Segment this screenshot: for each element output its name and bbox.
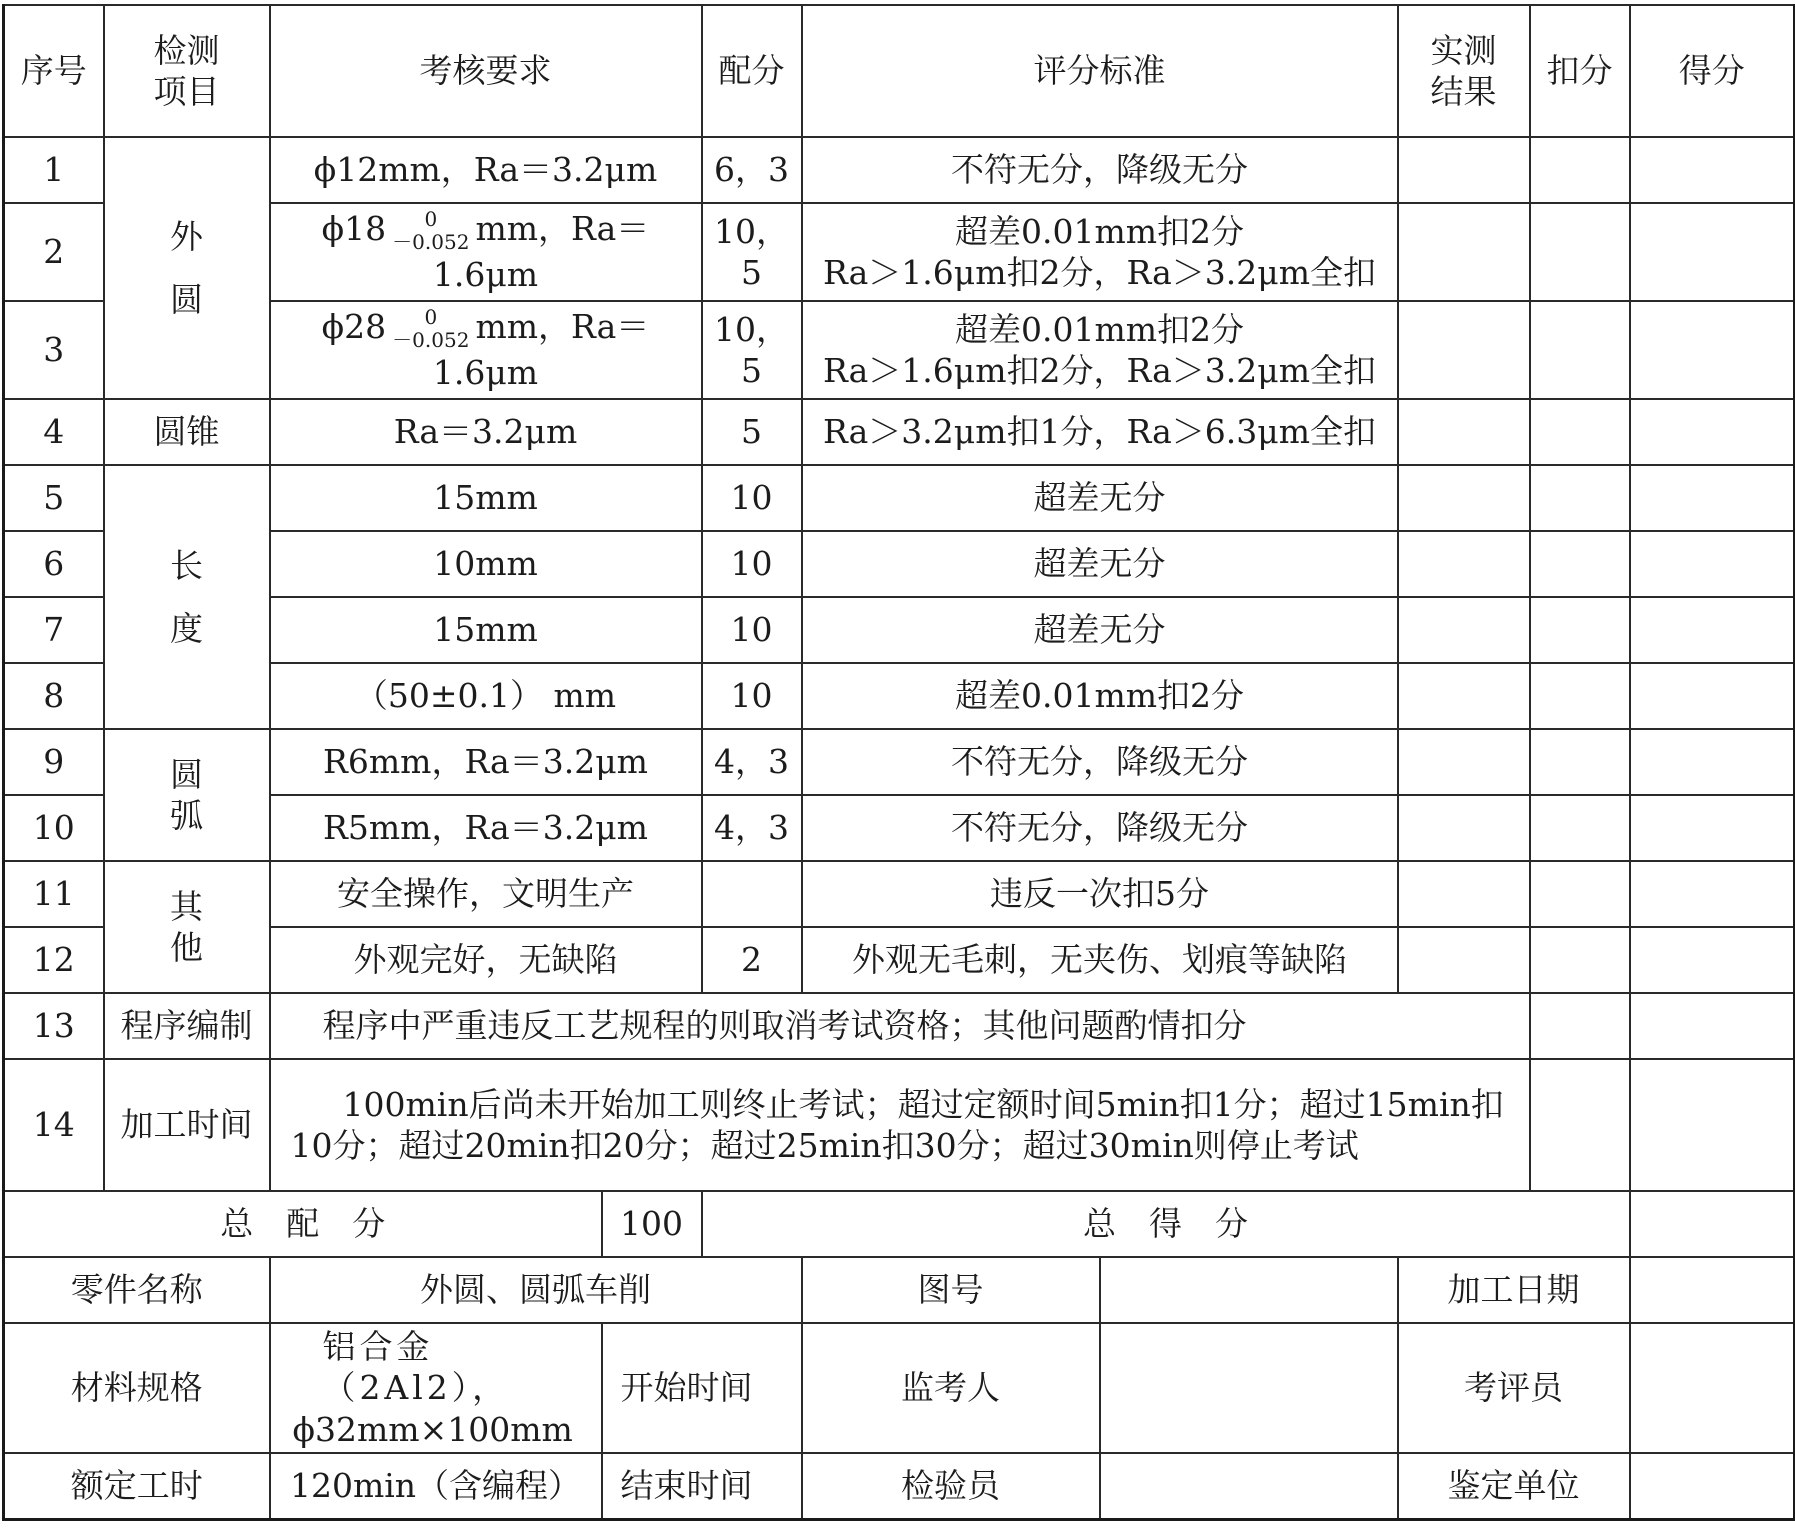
row-criteria: 超差0.01mm扣2分	[802, 663, 1398, 729]
row-criteria: 超差无分	[802, 465, 1398, 531]
row-requirement: R6mm，Ra＝3.2μm	[270, 729, 702, 795]
row-deduct	[1530, 729, 1630, 795]
table-row	[4, 729, 1795, 795]
row-seq: 9	[4, 729, 104, 795]
row-criteria: 超差0.01mm扣2分 Ra＞1.6μm扣2分，Ra＞3.2μm全扣	[802, 203, 1398, 301]
table-row	[4, 137, 1795, 203]
row-points	[702, 861, 802, 927]
header-row	[4, 5, 1795, 137]
row-measured	[1398, 861, 1530, 927]
row-points: 10	[702, 663, 802, 729]
tolerance: 0 －0.052	[392, 305, 470, 353]
material-label: 材料规格	[4, 1323, 270, 1453]
table-row	[4, 465, 1795, 531]
row-score	[1630, 465, 1795, 531]
table-row	[4, 301, 1795, 399]
row-score	[1630, 137, 1795, 203]
footer-row	[4, 1453, 1795, 1520]
rated-time-label: 额定工时	[4, 1453, 270, 1520]
row-deduct	[1530, 927, 1630, 993]
row-score	[1630, 993, 1795, 1059]
row-seq: 12	[4, 927, 104, 993]
proctor-label: 监考人	[802, 1323, 1100, 1453]
examiner-label: 考评员	[1398, 1323, 1630, 1453]
row-criteria: 不符无分，降级无分	[802, 729, 1398, 795]
total-score-label: 总 得 分	[702, 1191, 1630, 1257]
row-measured	[1398, 399, 1530, 465]
row-rule-text: 程序中严重违反工艺规程的则取消考试资格；其他问题酌情扣分	[270, 993, 1530, 1059]
row-score	[1630, 203, 1795, 301]
row-requirement: ϕ12mm，Ra＝3.2μm	[270, 137, 702, 203]
row-points: 4，3	[702, 795, 802, 861]
row-points: 6，3	[702, 137, 802, 203]
row-criteria: Ra＞3.2μm扣1分，Ra＞6.3μm全扣	[802, 399, 1398, 465]
row-measured	[1398, 663, 1530, 729]
table-row	[4, 861, 1795, 927]
footer-row	[4, 1257, 1795, 1323]
row-points: 2	[702, 927, 802, 993]
row-requirement: Ra＝3.2μm	[270, 399, 702, 465]
table-row	[4, 1059, 1795, 1191]
row-points: 10	[702, 597, 802, 663]
row-criteria: 超差无分	[802, 531, 1398, 597]
header-deduct: 扣分	[1530, 5, 1630, 137]
date-value	[1630, 1257, 1795, 1323]
row-seq: 4	[4, 399, 104, 465]
part-name-value: 外圆、圆弧车削	[270, 1257, 802, 1323]
row-deduct	[1530, 1059, 1630, 1191]
header-score: 得分	[1630, 5, 1795, 137]
row-seq: 11	[4, 861, 104, 927]
group-other: 其 他	[104, 861, 270, 993]
row-deduct	[1530, 465, 1630, 531]
row-criteria: 不符无分，降级无分	[802, 137, 1398, 203]
row-deduct	[1530, 663, 1630, 729]
part-name-label: 零件名称	[4, 1257, 270, 1323]
row-measured	[1398, 729, 1530, 795]
unit-value	[1630, 1453, 1795, 1520]
inspector-value	[1100, 1453, 1398, 1520]
row-score	[1630, 729, 1795, 795]
table-row	[4, 531, 1795, 597]
table-row	[4, 927, 1795, 993]
row-deduct	[1530, 993, 1630, 1059]
row-criteria: 超差0.01mm扣2分 Ra＞1.6μm扣2分，Ra＞3.2μm全扣	[802, 301, 1398, 399]
rated-time-value: 120min（含编程）	[270, 1453, 602, 1520]
row-criteria: 外观无毛刺，无夹伤、划痕等缺陷	[802, 927, 1398, 993]
row-seq: 6	[4, 531, 104, 597]
row-score	[1630, 1059, 1795, 1191]
group-length: 长 度	[104, 465, 270, 729]
row-measured	[1398, 597, 1530, 663]
unit-label: 鉴定单位	[1398, 1453, 1630, 1520]
row-seq: 3	[4, 301, 104, 399]
proctor-value	[1100, 1323, 1398, 1453]
row-score	[1630, 663, 1795, 729]
row-requirement: 10mm	[270, 531, 702, 597]
row-measured	[1398, 795, 1530, 861]
row-deduct	[1530, 137, 1630, 203]
row-rule-text: 100min后尚未开始加工则终止考试；超过定额时间5min扣1分；超过15min扣10分；超过20min扣20分；超过25min扣30分；超过30min则停止考试	[270, 1059, 1530, 1191]
scoring-table	[2, 4, 1795, 1521]
row-criteria: 超差无分	[802, 597, 1398, 663]
row-points: 10，5	[702, 301, 802, 399]
row-seq: 5	[4, 465, 104, 531]
start-time-label: 开始时间	[602, 1323, 802, 1453]
row-measured	[1398, 465, 1530, 531]
row-requirement: R5mm，Ra＝3.2μm	[270, 795, 702, 861]
row-measured	[1398, 203, 1530, 301]
row-requirement: （50±0.1） mm	[270, 663, 702, 729]
material-value: 铝合金（2Al2）， ϕ32mm×100mm	[270, 1323, 602, 1453]
header-measured: 实测 结果	[1398, 5, 1530, 137]
row-criteria: 不符无分，降级无分	[802, 795, 1398, 861]
tolerance: 0 －0.052	[392, 207, 470, 255]
row-seq: 14	[4, 1059, 104, 1191]
row-measured	[1398, 927, 1530, 993]
row-requirement: ϕ28 0 －0.052 mm，Ra＝1.6μm	[270, 301, 702, 399]
group-program: 程序编制	[104, 993, 270, 1059]
total-points-label: 总 配 分	[4, 1191, 602, 1257]
row-deduct	[1530, 203, 1630, 301]
group-cone: 圆锥	[104, 399, 270, 465]
total-score-value	[1630, 1191, 1795, 1257]
inspector-label: 检验员	[802, 1453, 1100, 1520]
row-deduct	[1530, 399, 1630, 465]
row-measured	[1398, 137, 1530, 203]
row-score	[1630, 861, 1795, 927]
row-requirement: 安全操作，文明生产	[270, 861, 702, 927]
total-points-value: 100	[602, 1191, 702, 1257]
row-deduct	[1530, 301, 1630, 399]
header-points: 配分	[702, 5, 802, 137]
group-outer-circle: 外 圆	[104, 137, 270, 399]
row-requirement: 15mm	[270, 465, 702, 531]
row-measured	[1398, 301, 1530, 399]
row-requirement: ϕ18 0 －0.052 mm，Ra＝1.6μm	[270, 203, 702, 301]
row-seq: 7	[4, 597, 104, 663]
row-points: 5	[702, 399, 802, 465]
row-criteria: 违反一次扣5分	[802, 861, 1398, 927]
row-requirement: 外观完好，无缺陷	[270, 927, 702, 993]
header-item: 检测 项目	[104, 5, 270, 137]
row-deduct	[1530, 861, 1630, 927]
table-row	[4, 993, 1795, 1059]
row-seq: 10	[4, 795, 104, 861]
row-measured	[1398, 531, 1530, 597]
row-deduct	[1530, 531, 1630, 597]
row-seq: 8	[4, 663, 104, 729]
row-points: 4，3	[702, 729, 802, 795]
row-score	[1630, 927, 1795, 993]
totals-row	[4, 1191, 1795, 1257]
group-time: 加工时间	[104, 1059, 270, 1191]
row-score	[1630, 531, 1795, 597]
row-score	[1630, 597, 1795, 663]
row-points: 10，5	[702, 203, 802, 301]
table-row	[4, 663, 1795, 729]
row-score	[1630, 795, 1795, 861]
table-row	[4, 597, 1795, 663]
examiner-value	[1630, 1323, 1795, 1453]
table-row	[4, 399, 1795, 465]
row-seq: 2	[4, 203, 104, 301]
row-requirement: 15mm	[270, 597, 702, 663]
table-row	[4, 795, 1795, 861]
footer-row	[4, 1323, 1795, 1453]
header-seq: 序号	[4, 5, 104, 137]
row-score	[1630, 399, 1795, 465]
table-row	[4, 203, 1795, 301]
header-requirement: 考核要求	[270, 5, 702, 137]
drawing-no-label: 图号	[802, 1257, 1100, 1323]
header-criteria: 评分标准	[802, 5, 1398, 137]
row-deduct	[1530, 597, 1630, 663]
end-time-label: 结束时间	[602, 1453, 802, 1520]
date-label: 加工日期	[1398, 1257, 1630, 1323]
row-seq: 13	[4, 993, 104, 1059]
row-seq: 1	[4, 137, 104, 203]
row-deduct	[1530, 795, 1630, 861]
group-arc: 圆 弧	[104, 729, 270, 861]
row-score	[1630, 301, 1795, 399]
row-points: 10	[702, 531, 802, 597]
row-points: 10	[702, 465, 802, 531]
drawing-no-value	[1100, 1257, 1398, 1323]
